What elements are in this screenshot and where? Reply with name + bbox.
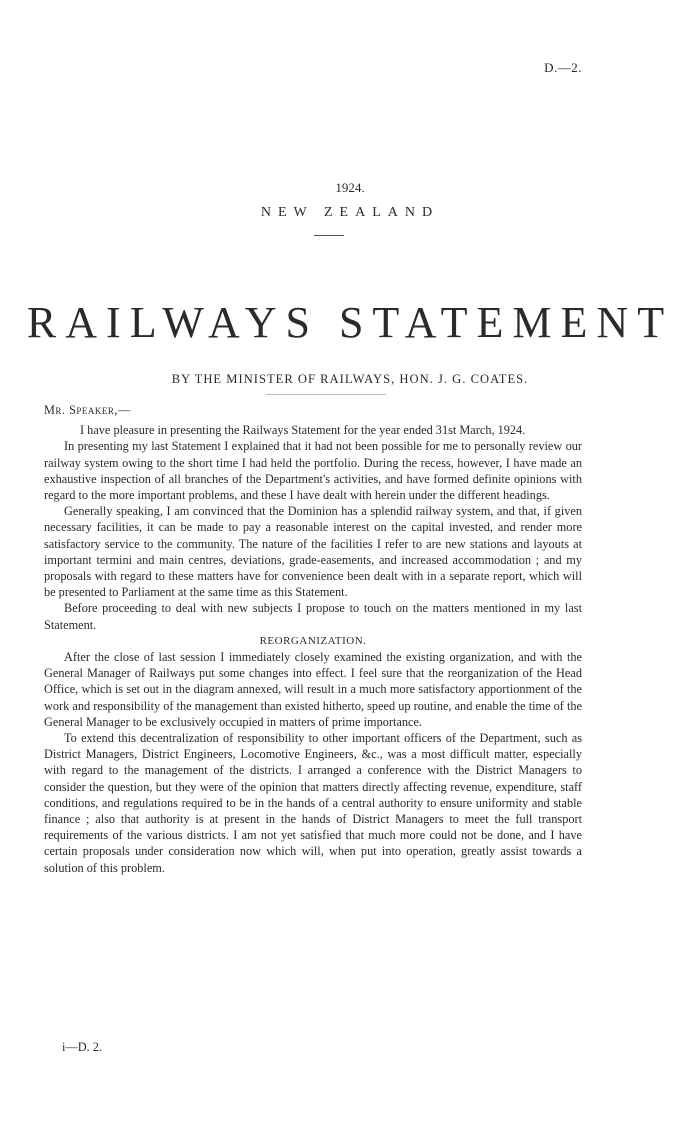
salutation: Mr. Speaker,— [44, 403, 131, 417]
page-title: RAILWAYS STATEMENT [26, 298, 674, 347]
document-reference: D.—2. [544, 60, 582, 75]
body-paragraph: After the close of last session I immediately closely examined the existing organization, and with the General Manager of Railways put some changes into effect. I feel sure that the reorganization of the Head Office, which is set out in the diagram annexed, will result in a much more satisfactory apportionment of the work and responsibility of the management than existed hitherto, speed up routine, and enable the time of the General Manager to be exclusively occupied in matters of prime importance. [44, 650, 582, 729]
page-footer-reference: i—D. 2. [62, 1040, 102, 1054]
page-subtitle: BY THE MINISTER OF RAILWAYS, HON. J. G. COATES. [171, 372, 529, 386]
document-year: 1924. [335, 180, 365, 195]
title-divider [314, 235, 344, 236]
subtitle-divider [266, 394, 386, 395]
document-body [44, 402, 582, 876]
body-paragraph: To extend this decentralization of responsibility to other important officers of the Department, such as District Managers, District Engineers, Locomotive Engineers, &c., was a most difficult matter, especially with regard to the management of the districts. I arranged a conference with the District Managers to consider the question, but they were of the opinion that matters directly affecting revenue, expenditure, staff conditions, and regulations required to be in the hands of a central authority to ensure uniformity and stable finance ; also that authority is at present in the hands of District Managers to meet the full transport requirements of the various districts. I am not yet satisfied that much more could not be done, and I have certain proposals under consideration now which will, when put into operation, greatly assist towards a solution of this problem. [44, 731, 582, 875]
country-heading: NEW ZEALAND [260, 205, 440, 220]
section-heading: REORGANIZATION. [259, 634, 367, 647]
body-paragraph: In presenting my last Statement I explained that it had not been possible for me to personally review our railway system owing to the short time I had held the portfolio. During the recess, however, I have made an exhaustive inspection of all branches of the Department's activities, and have formed definite opinions with regard to the more important problems, and these I have dealt with herein under the different headings. [44, 439, 582, 503]
body-paragraph: Generally speaking, I am convinced that the Dominion has a splendid railway system, and that, if given necessary facilities, it can be made to pay a reasonable interest on the capital invested, and render more satisfactory service to the community. The nature of the facilities I refer to are new stations and layouts at important termini and main centres, deviations, grade-easements, and increased accommodation ; and my proposals with regard to these matters have for convenience been dealt with in a separate report, which will be presented to Parliament at the same time as this Statement. [44, 504, 582, 600]
body-paragraph: Before proceeding to deal with new subjects I propose to touch on the matters mentioned in my last Statement. [44, 601, 582, 632]
body-paragraph: I have pleasure in presenting the Railways Statement for the year ended 31st March, 1924. [80, 423, 526, 438]
